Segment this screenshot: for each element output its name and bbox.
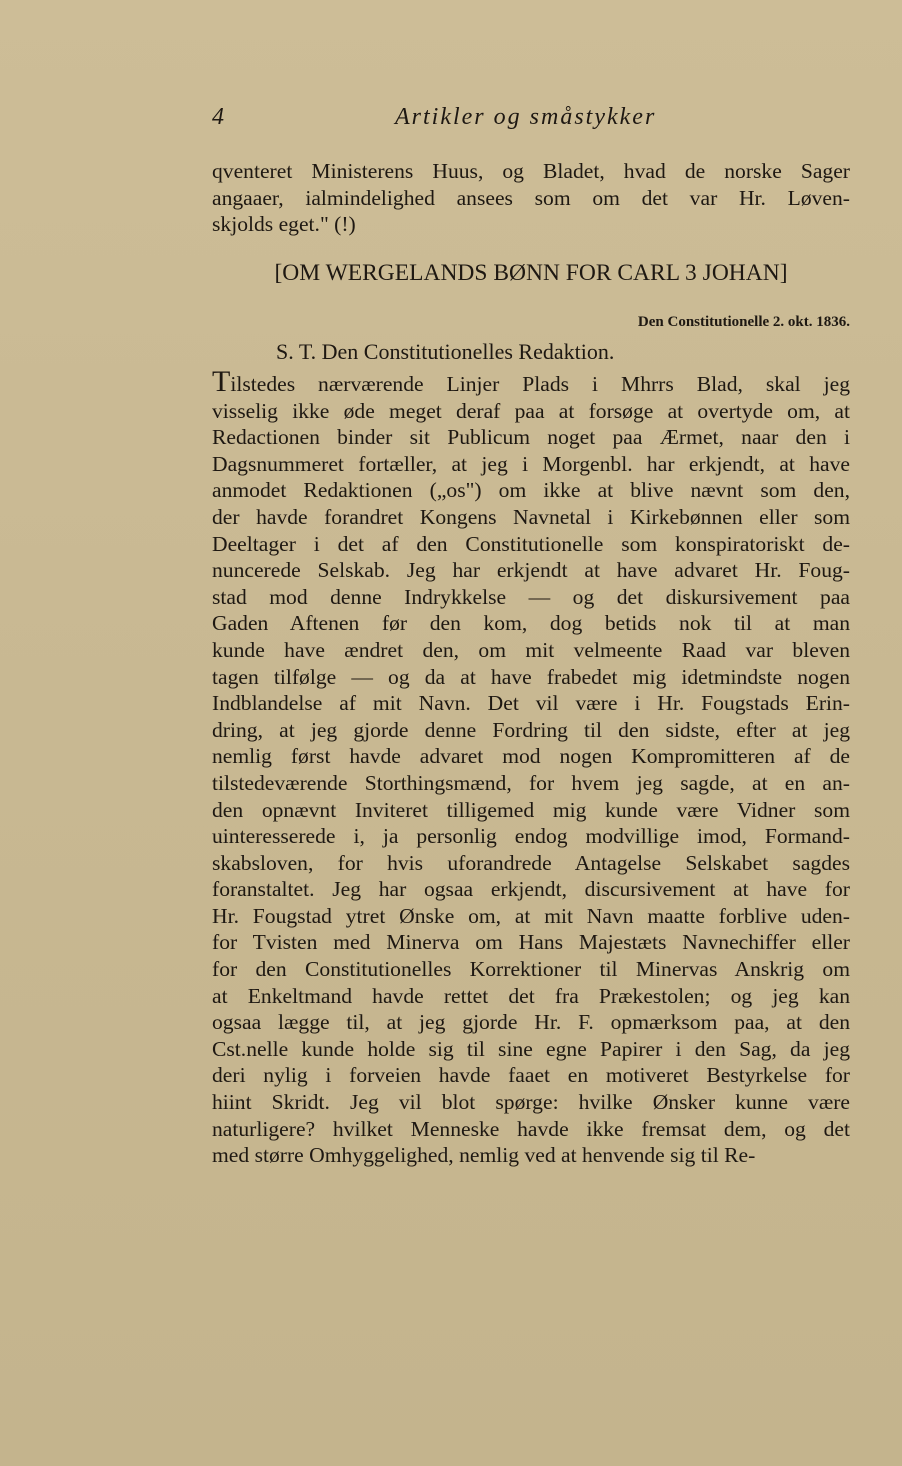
text-line: at Enkeltmand havde rettet det fra Prækestolen; og jeg kan [212, 983, 850, 1008]
intro-paragraph [212, 158, 850, 238]
text-line: Hr. Fougstad ytret Ønske om, at mit Navn maatte forblive uden- [212, 903, 850, 928]
text-line: visselig ikke øde meget deraf paa at forsøge at overtyde om, at [212, 398, 850, 423]
text-line: tilstedeværende Storthingsmænd, for hvem jeg sagde, at en an- [212, 770, 850, 795]
section-heading: [OM WERGELANDS BØNN FOR CARL 3 JOHAN] [274, 260, 788, 286]
text-line: der havde forandret Kongens Navnetal i Kirkebønnen eller som [212, 504, 850, 529]
text-line [212, 365, 850, 398]
drop-cap: T [212, 365, 231, 398]
text-line: uinteresserede i, ja personlig endog modvillige imod, Formand- [212, 824, 850, 849]
running-title: Artikler og småstykker [395, 104, 657, 130]
text-line: den opnævnt Inviteret tilligemed mig kunde være Vidner som [212, 797, 850, 822]
page-number: 4 [212, 104, 224, 130]
text-line: tagen tilfølge — og da at have frabedet mig idetmindste nogen [212, 664, 850, 689]
text-line: for den Constitutionelles Korrektioner til Minervas Anskrig om [212, 957, 850, 982]
text-line: hiint Skridt. Jeg vil blot spørge: hvilke Ønsker kunne være [212, 1090, 850, 1115]
text-line: Dagsnummeret fortæller, at jeg i Morgenbl. har erkjendt, at have [212, 451, 850, 476]
text-line: ogsaa lægge til, at jeg gjorde Hr. F. opmærksom paa, at den [212, 1010, 850, 1035]
text-line: Redactionen binder sit Publicum noget paa Ærmet, naar den i [212, 425, 850, 450]
dateline: Den Constitutionelle 2. okt. 1836. [637, 314, 850, 330]
letter-body [212, 365, 850, 1169]
text-line: angaaer, ialmindelighed ansees som om det var Hr. Løven- [212, 185, 850, 210]
text-line: foranstaltet. Jeg har ogsaa erkjendt, discursivement at have for [212, 877, 850, 902]
text-line: dring, at jeg gjorde denne Fordring til den sidste, efter at jeg [212, 717, 850, 742]
text-line: skabsloven, for hvis uforandrede Antagelse Selskabet sagdes [212, 850, 850, 875]
text-line: naturligere? hvilket Menneske havde ikke fremsat dem, og det [212, 1116, 850, 1141]
text-line: skjolds eget." (!) [212, 212, 356, 237]
text-line: Gaden Aftenen før den kom, dog betids nok til at man [212, 611, 850, 636]
text-line: Indblandelse af mit Navn. Det vil være i Hr. Fougstads Erin- [212, 691, 850, 716]
text-line: stad mod denne Indrykkelse — og det diskursivement paa [212, 584, 850, 609]
text-line: deri nylig i forveien havde faaet en motiveret Bestyrkelse for [212, 1063, 850, 1088]
text-line: med større Omhyggelighed, nemlig ved at henvende sig til Re- [212, 1143, 756, 1168]
text-line: nemlig først havde advaret mod nogen Kompromitteren af de [212, 744, 850, 769]
text-line: Cst.nelle kunde holde sig til sine egne Papirer i den Sag, da jeg [212, 1036, 850, 1061]
text-line: Deeltager i det af den Constitutionelle som konspiratoriskt de- [212, 531, 850, 556]
text-line-rest: ilstedes nærværende Linjer Plads i Mhrrs Blad, skal jeg [230, 372, 850, 396]
page-header [0, 104, 902, 138]
text-line: kunde have ændret den, om mit velmeente Raad var bleven [212, 637, 850, 662]
text-line: qventeret Ministerens Huus, og Bladet, hvad de norske Sager [212, 159, 850, 183]
text-line: for Tvisten med Minerva om Hans Majestæts Navnechiffer eller [212, 930, 850, 955]
text-line: anmodet Redaktionen („os") om ikke at blive nævnt som den, [212, 478, 850, 503]
text-line: nuncerede Selskab. Jeg har erkjendt at have advaret Hr. Foug- [212, 558, 850, 583]
salutation: S. T. Den Constitutionelles Redaktion. [276, 339, 615, 364]
